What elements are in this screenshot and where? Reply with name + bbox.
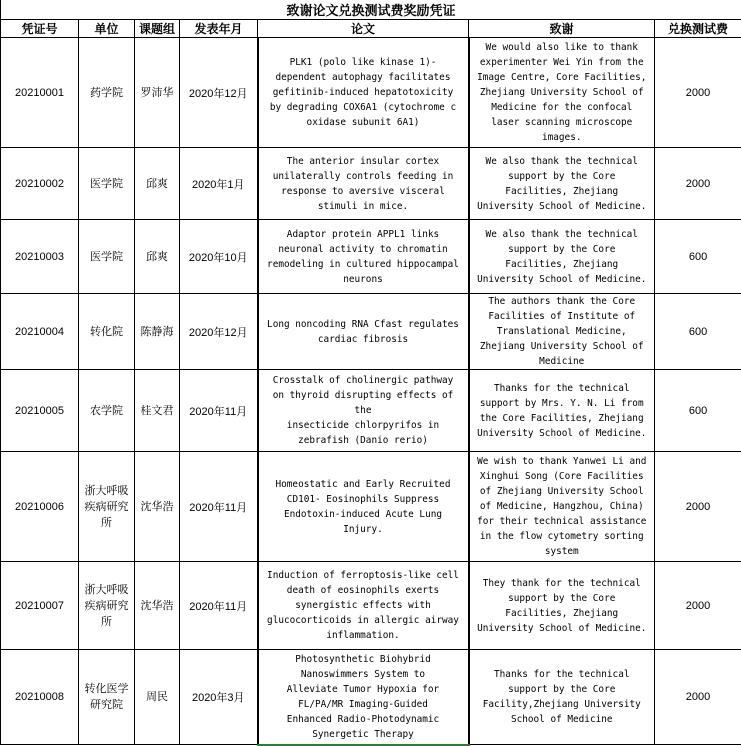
unit-cell: 浙大呼吸疾病研究所 (79, 452, 135, 562)
ack-cell: We also thank the technical support by the Core Facilities, Zhejiang University School of Medicine. (469, 220, 655, 294)
voucher-no-cell: 20210004 (1, 294, 79, 370)
table-row (1, 148, 741, 220)
date-cell: 2020年11月 (180, 452, 258, 562)
group-cell: 陈静海 (135, 294, 180, 370)
voucher-no-cell: 20210007 (1, 562, 79, 650)
voucher-no-cell: 20210006 (1, 452, 79, 562)
header-fee: 兑换测试费 (655, 20, 741, 38)
unit-cell: 医学院 (79, 148, 135, 220)
ack-cell: The authors thank the Core Facilities of Institute of Translational Medicine, Zhejiang University School of Medicine (469, 294, 655, 370)
paper-cell: Induction of ferroptosis-like cell death of eosinophils exerts synergistic effects with glucocorticoids in allergic airway inflammation. (258, 562, 469, 650)
ack-cell: Thanks for the technical support by the Core Facility,Zhejiang University School of Medicine (469, 650, 655, 745)
sheet-title: 致谢论文兑换测试费奖励凭证 (1, 0, 741, 20)
group-cell: 罗沛华 (135, 38, 180, 148)
table-row (1, 562, 741, 650)
group-cell: 邱爽 (135, 220, 180, 294)
ack-cell: We also thank the technical support by the Core Facilities, Zhejiang University School of Medicine. (469, 148, 655, 220)
fee-cell: 2000 (655, 562, 741, 650)
group-cell: 沈华浩 (135, 562, 180, 650)
voucher-no-cell: 20210001 (1, 38, 79, 148)
ack-cell: They thank for the technical support by the Core Facilities, Zhejiang University School of Medicine. (469, 562, 655, 650)
fee-cell: 2000 (655, 148, 741, 220)
paper-cell: Photosynthetic Biohybrid Nanoswimmers System to Alleviate Tumor Hypoxia for FL/PA/MR Imaging-Guided Enhanced Radio-Photodynamic Synergetic Therapy (258, 650, 469, 745)
group-cell: 沈华浩 (135, 452, 180, 562)
unit-cell: 浙大呼吸疾病研究所 (79, 562, 135, 650)
date-cell: 2020年11月 (180, 562, 258, 650)
paper-cell: Homeostatic and Early Recruited CD101- Eosinophils Suppress Endotoxin-induced Acute Lung Injury. (258, 452, 469, 562)
header-group: 课题组 (135, 20, 180, 38)
group-cell: 桂文君 (135, 370, 180, 452)
voucher-no-cell: 20210003 (1, 220, 79, 294)
table-row (1, 294, 741, 370)
table-row (1, 38, 741, 148)
header-date: 发表年月 (180, 20, 258, 38)
group-cell: 周民 (135, 650, 180, 745)
header-unit: 单位 (79, 20, 135, 38)
ack-cell: Thanks for the technical support by Mrs. Y. N. Li from the Core Facilities, Zhejiang University School of Medicine. (469, 370, 655, 452)
paper-cell: Adaptor protein APPL1 links neuronal activity to chromatin remodeling in cultured hippocampal neurons (258, 220, 469, 294)
fee-cell: 600 (655, 294, 741, 370)
header-ack: 致谢 (469, 20, 655, 38)
paper-cell: PLK1 (polo like kinase 1)- dependent autophagy facilitates gefitinib-induced hepatotoxicity by degrading COX6A1 (cytochrome c oxidase subunit 6A1) (258, 38, 469, 148)
table-row (1, 220, 741, 294)
fee-cell: 2000 (655, 650, 741, 745)
date-cell: 2020年12月 (180, 38, 258, 148)
paper-cell: Long noncoding RNA Cfast regulates cardiac fibrosis (258, 294, 469, 370)
date-cell: 2020年1月 (180, 148, 258, 220)
fee-cell: 600 (655, 370, 741, 452)
date-cell: 2020年3月 (180, 650, 258, 745)
paper-cell: The anterior insular cortex unilaterally controls feeding in response to aversive visceral stimuli in mice. (258, 148, 469, 220)
date-cell: 2020年10月 (180, 220, 258, 294)
voucher-no-cell: 20210005 (1, 370, 79, 452)
ack-cell: We would also like to thank experimenter Wei Yin from the Image Centre, Core Facilities, Zhejiang University School of Medicine for the confocal laser scanning microscope images. (469, 38, 655, 148)
date-cell: 2020年12月 (180, 294, 258, 370)
fee-cell: 2000 (655, 38, 741, 148)
voucher-no-cell: 20210002 (1, 148, 79, 220)
table-row (1, 650, 741, 745)
unit-cell: 转化医学研究院 (79, 650, 135, 745)
ack-cell: We wish to thank Yanwei Li and Xinghui Song (Core Facilities of Zhejiang University School of Medicine, Hangzhou, China) for their technical assistance in the flow cytometry sorting system (469, 452, 655, 562)
paper-cell: Crosstalk of cholinergic pathway on thyroid disrupting effects of the insecticide chlorpyrifos in zebrafish (Danio rerio) (258, 370, 469, 452)
unit-cell: 转化院 (79, 294, 135, 370)
voucher-no-cell: 20210008 (1, 650, 79, 745)
unit-cell: 医学院 (79, 220, 135, 294)
header-paper: 论文 (258, 20, 469, 38)
group-cell: 邱爽 (135, 148, 180, 220)
date-cell: 2020年11月 (180, 370, 258, 452)
unit-cell: 农学院 (79, 370, 135, 452)
fee-cell: 2000 (655, 452, 741, 562)
fee-cell: 600 (655, 220, 741, 294)
unit-cell: 药学院 (79, 38, 135, 148)
header-voucher-no: 凭证号 (1, 20, 79, 38)
table-row (1, 370, 741, 452)
table-row (1, 452, 741, 562)
